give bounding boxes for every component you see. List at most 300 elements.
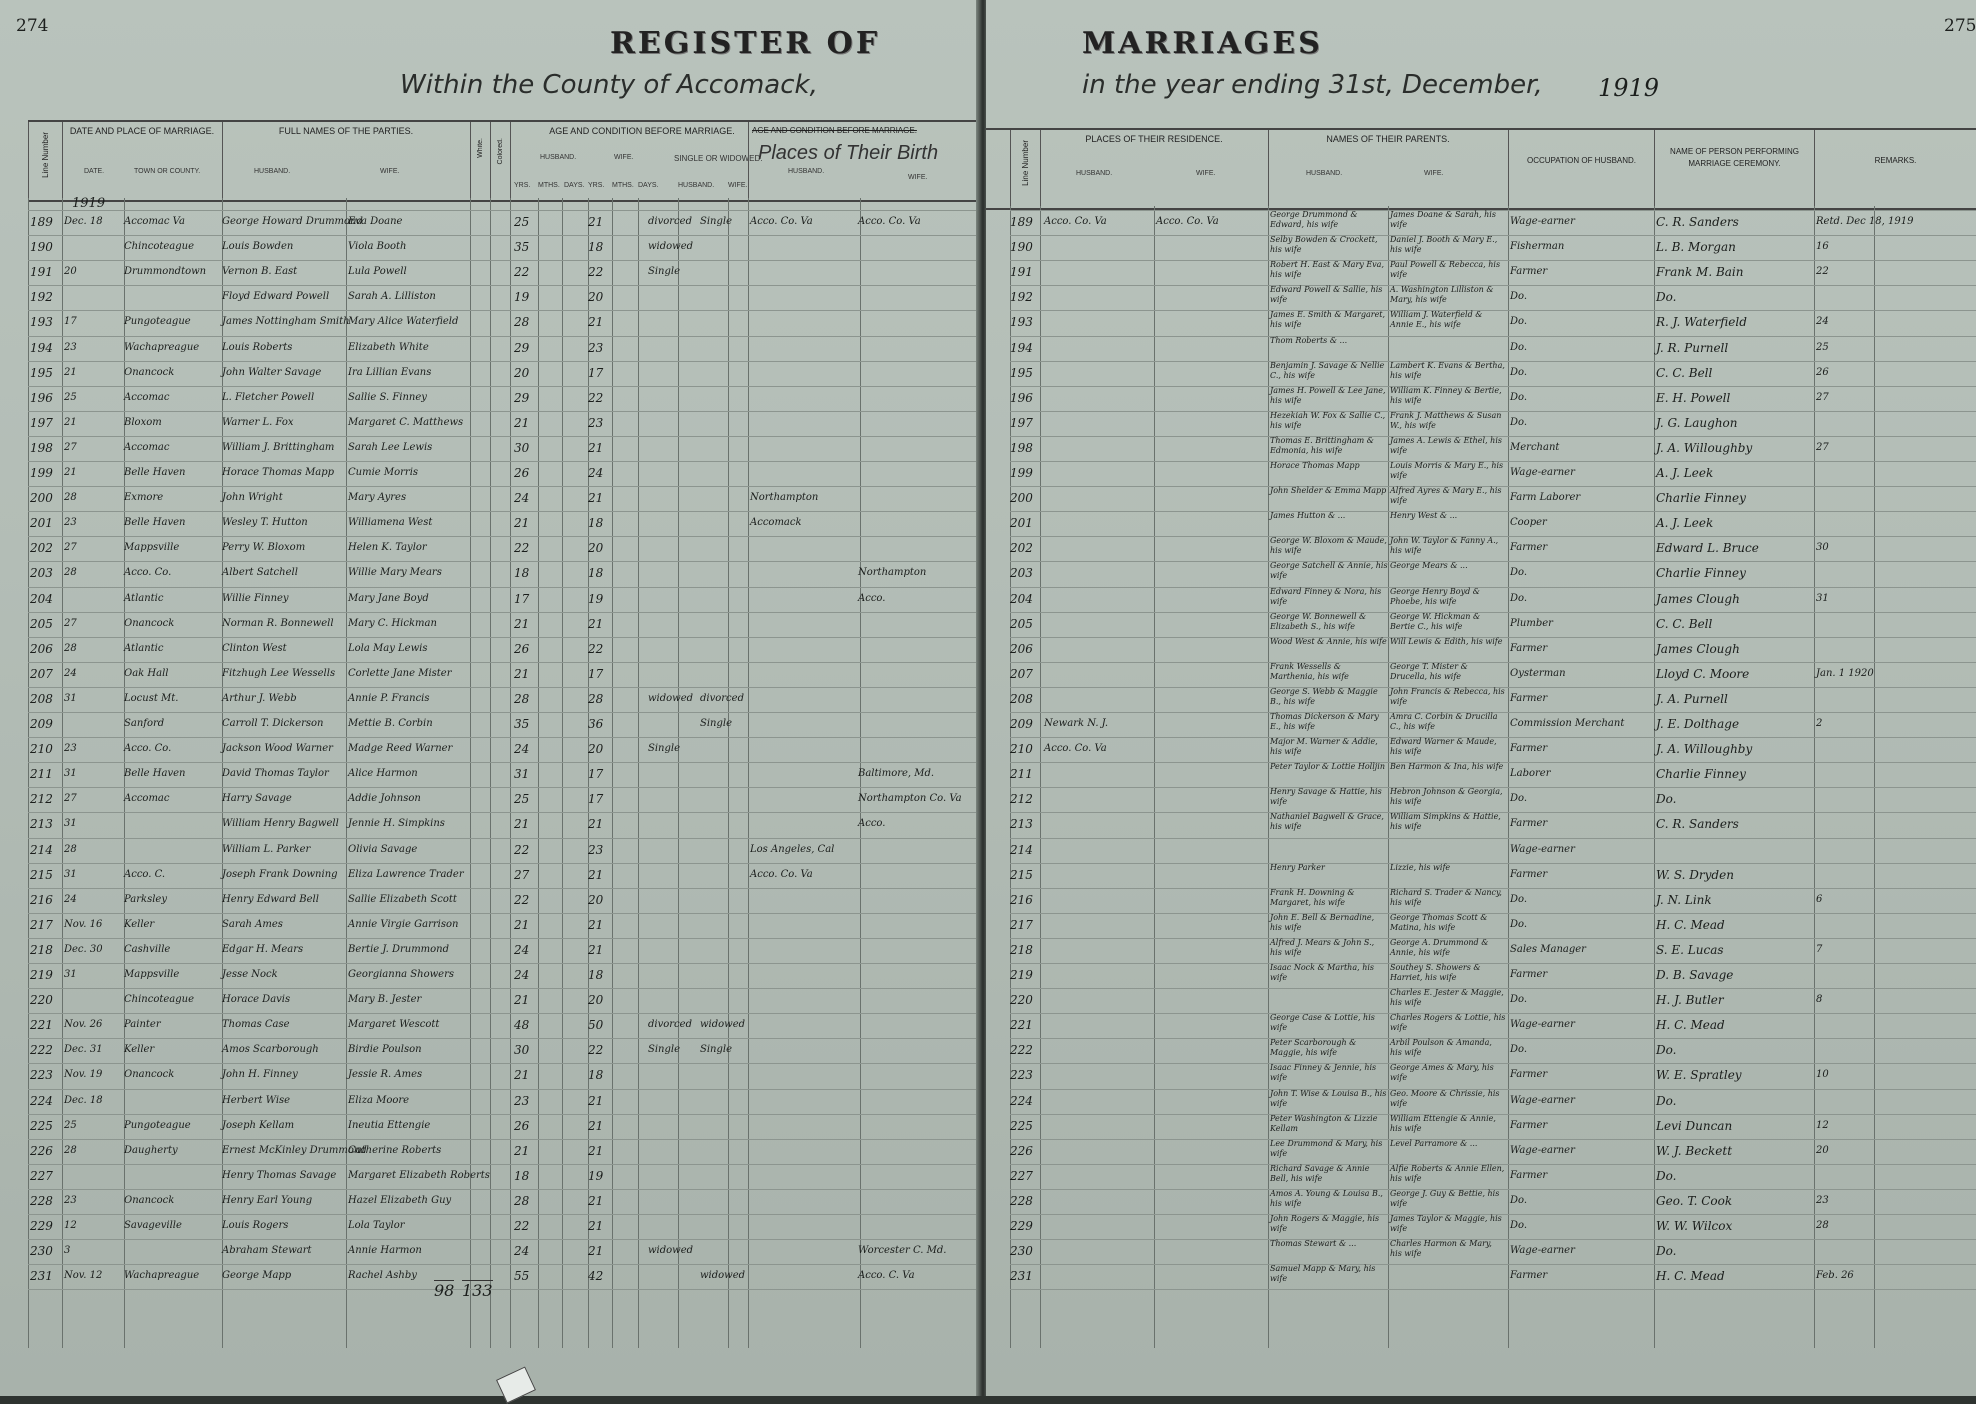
header-res-wife: WIFE. — [1196, 170, 1216, 177]
left-w-birth-cell — [858, 687, 976, 711]
left-date-cell: 21 — [64, 366, 77, 378]
left-n-cell: 225 — [30, 1118, 53, 1133]
right-h-par-cell: Major M. Warner & Addie, his wife — [1270, 737, 1378, 757]
left-h-birth-cell — [750, 1264, 858, 1288]
left-wife-cell: Margaret C. Matthews — [348, 416, 464, 428]
right-w-par-cell: Will Lewis & Edith, his wife — [1390, 636, 1503, 646]
right-w-par-cell: George A. Drummond & Annie, his wife — [1390, 937, 1489, 957]
left-w-birth-cell — [858, 411, 976, 435]
left-h-age-cell: 30 — [514, 1043, 530, 1058]
right-off-cell: W. S. Dryden — [1656, 867, 1734, 882]
right-w-par-cell: John W. Taylor & Fanny A., his wife — [1390, 536, 1499, 556]
right-rem-cell: 22 — [1816, 266, 1829, 278]
left-place-cell: Belle Haven — [124, 467, 186, 478]
left-h-age-cell: 21 — [514, 817, 530, 832]
right-occ-cell: Farmer — [1510, 642, 1548, 654]
right-off-cell: C. R. Sanders — [1656, 215, 1739, 229]
left-h-age-cell: 18 — [514, 566, 530, 581]
left-w-birth-cell: Acco. — [858, 818, 886, 830]
left-h-cond-cell — [648, 1114, 702, 1138]
left-w-age-cell: 21 — [588, 1143, 604, 1158]
left-w-cond-cell — [700, 235, 750, 259]
right-w-par-cell: Ben Harmon & Ina, his wife — [1390, 762, 1504, 772]
right-h-res-cell — [1044, 310, 1154, 334]
header-par-wife: WIFE. — [1424, 170, 1444, 177]
left-w-cond-cell — [700, 1114, 750, 1138]
right-occ-cell: Oysterman — [1510, 667, 1566, 679]
right-w-res-cell — [1156, 1114, 1264, 1138]
left-place-cell: Bloxom — [124, 416, 162, 428]
right-h-par-cell: George S. Webb & Maggie B., his wife — [1270, 686, 1378, 706]
right-n-cell: 208 — [1010, 691, 1033, 706]
right-rem-cell — [1816, 1013, 1974, 1037]
right-w-res-cell — [1156, 1013, 1264, 1037]
subtitle-right: in the year ending 31st, December, — [1082, 70, 1543, 100]
left-wife-cell: Hazel Elizabeth Guy — [348, 1194, 452, 1206]
right-off-cell: J. G. Laughon — [1656, 415, 1738, 430]
right-h-par-cell: Robert H. East & Mary Eva, his wife — [1270, 260, 1384, 280]
right-w-par-cell: Arbil Poulson & Amanda, his wife — [1390, 1038, 1492, 1058]
left-place-cell: Daugherty — [124, 1144, 178, 1156]
left-husband-cell: Vernon B. East — [222, 266, 298, 278]
column-rule — [346, 198, 347, 1348]
right-occ-cell: Farmer — [1510, 1119, 1548, 1131]
left-date-cell: Nov. 16 — [64, 918, 103, 930]
left-w-birth-cell — [858, 486, 976, 510]
left-h-age-cell: 22 — [514, 1219, 530, 1233]
left-h-birth-cell: Los Angeles, Cal — [750, 843, 835, 855]
left-wife-cell: Eliza Moore — [348, 1094, 410, 1106]
left-husband-cell: Horace Thomas Mapp — [222, 467, 335, 478]
right-occ-cell: Do. — [1510, 893, 1528, 905]
right-w-res-cell — [1156, 386, 1264, 410]
left-w-cond-cell: divorced — [700, 692, 744, 704]
right-h-res-cell — [1044, 1063, 1154, 1087]
right-h-par-cell: John E. Bell & Bernadine, his wife — [1270, 912, 1375, 932]
column-rule — [1508, 206, 1509, 1348]
left-date-cell: 31 — [64, 768, 77, 780]
right-w-par-cell: James Taylor & Maggie, his wife — [1390, 1214, 1502, 1233]
right-w-res-cell: Acco. Co. Va — [1156, 216, 1219, 227]
left-w-birth-cell — [858, 913, 976, 937]
left-w-age-cell: 22 — [588, 641, 604, 656]
left-wife-cell: Corlette Jane Mister — [348, 667, 452, 679]
left-husband-cell: Warner L. Fox — [222, 416, 294, 428]
right-h-par-cell: Edward Finney & Nora, his wife — [1270, 586, 1382, 606]
left-w-birth-cell: Northampton — [858, 567, 927, 579]
left-date-cell: 31 — [64, 692, 77, 704]
right-n-cell: 195 — [1010, 365, 1033, 380]
right-occ-cell: Farmer — [1510, 868, 1548, 880]
right-n-cell: 218 — [1010, 942, 1033, 957]
left-n-cell: 200 — [30, 491, 53, 506]
right-w-par-cell — [1390, 838, 1506, 862]
left-h-birth-cell — [750, 1013, 858, 1037]
right-h-res-cell — [1044, 812, 1154, 836]
right-n-cell: 210 — [1010, 742, 1033, 757]
left-date-cell: 27 — [64, 617, 77, 629]
left-h-age-cell: 28 — [514, 1193, 530, 1208]
left-h-birth-cell — [750, 612, 858, 636]
left-n-cell: 208 — [30, 691, 53, 706]
right-n-cell: 205 — [1010, 616, 1033, 631]
left-h-cond-cell: widowed — [648, 241, 694, 253]
left-h-birth-cell — [750, 1189, 858, 1213]
left-date-cell: 23 — [64, 517, 77, 529]
left-w-age-cell: 20 — [588, 541, 604, 556]
header-mths-h: MTHS. — [538, 182, 560, 189]
left-n-cell: 206 — [30, 641, 53, 656]
left-place-cell: Acco. Co. — [124, 567, 172, 579]
header-band-left — [28, 120, 982, 202]
right-h-res-cell — [1044, 662, 1154, 686]
right-occ-cell: Sales Manager — [1510, 943, 1586, 955]
left-w-cond-cell — [700, 637, 750, 661]
left-h-cond-cell — [648, 838, 702, 862]
right-w-res-cell — [1156, 712, 1264, 736]
right-occ-cell: Do. — [1510, 793, 1528, 805]
left-n-cell: 229 — [30, 1219, 53, 1233]
left-h-age-cell: 22 — [514, 842, 530, 857]
left-n-cell: 204 — [30, 591, 53, 606]
header-date-place-title: DATE AND PLACE OF MARRIAGE. — [69, 126, 215, 136]
right-occ-cell: Commission Merchant — [1510, 718, 1625, 729]
left-h-age-cell: 26 — [514, 466, 530, 480]
column-rule — [490, 198, 491, 1348]
left-n-cell: 215 — [30, 867, 53, 882]
right-occ-cell: Farmer — [1510, 1069, 1548, 1081]
right-h-par-cell: Benjamin J. Savage & Nellie C., his wife — [1270, 360, 1385, 380]
right-w-res-cell — [1156, 1089, 1264, 1113]
right-h-par-cell: George W. Bloxom & Maude, his wife — [1270, 536, 1387, 556]
left-n-cell: 203 — [30, 566, 53, 581]
right-h-par-cell: Frank H. Downing & Margaret, his wife — [1270, 887, 1355, 907]
left-w-birth-cell — [858, 612, 976, 636]
left-h-birth-cell — [750, 988, 858, 1012]
right-n-cell: 223 — [1010, 1068, 1033, 1083]
left-h-cond-cell: widowed — [648, 692, 694, 704]
right-page — [986, 0, 1976, 1396]
left-w-age-cell: 17 — [588, 767, 604, 782]
left-place-cell: Atlantic — [124, 642, 164, 654]
left-husband-cell: Edgar H. Mears — [222, 943, 304, 955]
left-n-cell: 219 — [30, 968, 53, 982]
right-off-cell: H. C. Mead — [1656, 1018, 1725, 1033]
left-wife-cell: Mary C. Hickman — [348, 617, 437, 629]
right-w-par-cell: William J. Waterfield & Annie E., his wife — [1390, 310, 1483, 330]
header-res-husband: HUSBAND. — [1076, 170, 1113, 177]
right-h-res-cell — [1044, 285, 1154, 309]
right-w-par-cell — [1390, 1264, 1506, 1288]
left-w-birth-cell: Acco. C. Va — [858, 1270, 915, 1282]
left-w-birth-cell — [858, 386, 976, 410]
left-w-birth-cell: Northampton Co. Va — [858, 793, 962, 805]
left-w-age-cell: 18 — [588, 240, 604, 255]
left-w-birth-cell — [858, 1214, 976, 1238]
left-w-birth-cell — [858, 1063, 976, 1087]
right-occ-cell: Do. — [1510, 416, 1528, 428]
left-h-cond-cell — [648, 637, 702, 661]
right-h-res-cell — [1044, 762, 1154, 786]
right-rem-cell: Jan. 1 1920 — [1816, 667, 1874, 679]
left-w-cond-cell — [700, 336, 750, 360]
left-w-cond-cell — [700, 587, 750, 611]
left-n-cell: 198 — [30, 440, 53, 455]
left-wife-cell: Addie Johnson — [348, 793, 421, 805]
right-n-cell: 231 — [1010, 1269, 1033, 1284]
left-n-cell: 209 — [30, 717, 53, 731]
right-rem-cell — [1816, 863, 1974, 887]
left-n-cell: 221 — [30, 1018, 53, 1033]
left-wife-cell: Mary B. Jester — [348, 994, 422, 1006]
right-occ-cell: Farmer — [1510, 1270, 1548, 1282]
left-wife-cell: Annie P. Francis — [348, 692, 430, 704]
right-n-cell: 191 — [1010, 265, 1033, 280]
right-w-par-cell: Henry West & ... — [1390, 511, 1458, 521]
left-husband-cell: Louis Bowden — [222, 241, 294, 253]
left-w-age-cell: 18 — [588, 516, 604, 531]
right-h-res-cell — [1044, 336, 1154, 360]
left-date-cell: 28 — [64, 492, 77, 504]
right-occ-cell: Do. — [1510, 1194, 1528, 1206]
right-off-cell: C. C. Bell — [1656, 365, 1713, 380]
left-h-age-cell: 17 — [514, 591, 530, 606]
left-place-cell: Mappsville — [124, 542, 180, 554]
left-husband-cell: John Wright — [222, 492, 283, 504]
left-w-age-cell: 22 — [588, 1043, 604, 1058]
left-w-birth-cell: Worcester C. Md. — [858, 1245, 947, 1257]
right-h-res-cell — [1044, 386, 1154, 410]
left-h-age-cell: 24 — [514, 1244, 530, 1259]
left-place-cell: Mappsville — [124, 969, 180, 980]
right-occ-cell: Farmer — [1510, 818, 1548, 830]
right-rem-cell — [1816, 486, 1974, 510]
right-occ-cell: Do. — [1510, 567, 1528, 579]
right-h-par-cell: George W. Bonnewell & Elizabeth S., his wife — [1270, 611, 1367, 631]
right-rem-cell — [1816, 637, 1974, 661]
left-h-birth-cell — [750, 1063, 858, 1087]
right-rem-cell — [1816, 1089, 1974, 1113]
left-wife-cell: Elizabeth White — [348, 341, 429, 353]
left-husband-cell: Floyd Edward Powell — [222, 291, 330, 303]
right-occ-cell: Farmer — [1510, 1169, 1548, 1181]
left-n-cell: 195 — [30, 365, 53, 380]
right-h-res-cell — [1044, 1214, 1154, 1238]
right-w-res-cell — [1156, 536, 1264, 560]
left-h-cond-cell — [648, 938, 702, 962]
header-band-right — [986, 128, 1976, 210]
right-h-res-cell — [1044, 687, 1154, 711]
right-h-res-cell — [1044, 461, 1154, 485]
left-place-cell: Savageville — [124, 1220, 182, 1231]
left-place-cell — [124, 285, 220, 309]
left-n-cell: 190 — [30, 240, 53, 255]
left-place-cell — [124, 1239, 220, 1263]
right-w-res-cell — [1156, 461, 1264, 485]
left-w-age-cell: 17 — [588, 792, 604, 807]
right-h-res-cell — [1044, 260, 1154, 284]
right-n-cell: 226 — [1010, 1143, 1033, 1158]
right-h-res-cell — [1044, 838, 1154, 862]
right-w-par-cell: George Henry Boyd & Phoebe, his wife — [1390, 586, 1480, 606]
left-date-cell: 23 — [64, 341, 77, 353]
right-w-par-cell: Frank J. Matthews & Susan W., his wife — [1390, 410, 1502, 430]
left-h-cond-cell — [648, 285, 702, 309]
right-off-cell: J. N. Link — [1656, 892, 1712, 907]
right-off-cell: Lloyd C. Moore — [1656, 666, 1750, 681]
right-n-cell: 230 — [1010, 1244, 1033, 1259]
left-place-cell: Accomac — [124, 391, 170, 403]
right-off-cell: H. C. Mead — [1656, 917, 1725, 932]
left-w-age-cell: 21 — [588, 917, 604, 932]
left-h-cond-cell — [648, 787, 702, 811]
marriages-title: MARRIAGES — [1082, 26, 1323, 61]
right-w-res-cell — [1156, 285, 1264, 309]
left-n-cell: 227 — [30, 1168, 53, 1183]
left-h-birth-cell — [750, 938, 858, 962]
left-h-cond-cell — [648, 461, 702, 485]
left-husband-cell: James Nottingham Smith — [222, 316, 350, 328]
left-h-cond-cell — [648, 1214, 702, 1238]
left-date-cell: 24 — [64, 667, 77, 679]
right-rem-cell — [1816, 963, 1974, 987]
right-off-cell: James Clough — [1656, 641, 1740, 656]
left-wife-cell: Willie Mary Mears — [348, 567, 442, 579]
right-w-par-cell: Southey S. Showers & Harriet, his wife — [1390, 963, 1481, 982]
right-n-cell: 202 — [1010, 541, 1033, 556]
right-h-par-cell: Horace Thomas Mapp — [1270, 461, 1360, 470]
left-date-cell: 31 — [64, 868, 77, 880]
right-w-res-cell — [1156, 812, 1264, 836]
left-w-cond-cell — [700, 411, 750, 435]
left-place-cell: Belle Haven — [124, 517, 186, 529]
left-h-birth-cell — [750, 662, 858, 686]
left-h-birth-cell — [750, 361, 858, 385]
left-h-birth-cell — [750, 336, 858, 360]
right-off-cell: Do. — [1656, 1168, 1677, 1183]
right-rem-cell — [1816, 687, 1974, 711]
left-w-age-cell: 22 — [588, 265, 604, 280]
header-date: DATE. — [84, 168, 105, 175]
header-line-number: Line Number — [28, 122, 62, 200]
right-rem-cell: 27 — [1816, 441, 1829, 453]
right-n-cell: 220 — [1010, 993, 1033, 1008]
left-w-cond-cell — [700, 285, 750, 309]
right-rem-cell: 25 — [1816, 341, 1829, 353]
column-rule — [1268, 206, 1269, 1348]
left-date-cell: 21 — [64, 467, 77, 478]
left-place-cell: Oak Hall — [124, 667, 169, 679]
right-h-res-cell — [1044, 787, 1154, 811]
right-h-par-cell — [1270, 988, 1388, 1012]
left-h-cond-cell — [648, 411, 702, 435]
right-rem-cell — [1816, 913, 1974, 937]
left-w-cond-cell — [700, 787, 750, 811]
right-w-res-cell — [1156, 737, 1264, 761]
right-occ-cell: Farmer — [1510, 692, 1548, 704]
left-h-cond-cell — [648, 561, 702, 585]
right-h-res-cell — [1044, 1189, 1154, 1213]
left-h-age-cell: 35 — [514, 240, 530, 255]
right-h-res-cell — [1044, 361, 1154, 385]
header-single-widowed: SINGLE OR WIDOWED. — [674, 154, 763, 163]
right-h-res-cell — [1044, 612, 1154, 636]
header-full-names-title: FULL NAMES OF THE PARTIES. — [278, 126, 414, 136]
right-w-res-cell — [1156, 1264, 1264, 1288]
header-age-husband: HUSBAND. — [540, 154, 577, 161]
left-husband-cell: David Thomas Taylor — [222, 768, 329, 780]
right-w-res-cell — [1156, 1164, 1264, 1188]
left-wife-cell: Margaret Elizabeth Roberts — [348, 1169, 490, 1181]
left-wife-cell: Lula Powell — [348, 266, 407, 278]
left-h-age-cell: 21 — [514, 616, 530, 631]
left-h-birth-cell — [750, 587, 858, 611]
right-h-res-cell — [1044, 1239, 1154, 1263]
left-wife-cell: Eliza Lawrence Trader — [348, 868, 464, 880]
right-w-par-cell: Geo. Moore & Chrissie, his wife — [1390, 1088, 1500, 1108]
left-husband-cell: Sarah Ames — [222, 918, 283, 930]
left-w-birth-cell — [858, 1013, 976, 1037]
left-wife-cell: Georgianna Showers — [348, 969, 454, 980]
left-husband-cell: Fitzhugh Lee Wessells — [222, 667, 336, 679]
left-husband-cell: Louis Rogers — [222, 1220, 289, 1231]
right-w-par-cell: George Mears & ... — [1390, 561, 1468, 571]
right-w-par-cell: James A. Lewis & Ethel, his wife — [1390, 435, 1502, 455]
left-h-cond-cell — [648, 587, 702, 611]
right-h-par-cell: Thomas E. Brittingham & Edmonia, his wife — [1270, 435, 1374, 455]
left-h-birth-cell — [750, 762, 858, 786]
right-w-res-cell — [1156, 411, 1264, 435]
right-h-res-cell — [1044, 1164, 1154, 1188]
right-rem-cell — [1816, 612, 1974, 636]
left-h-birth-cell — [750, 1139, 858, 1163]
left-date-cell: 25 — [64, 391, 77, 403]
total-left: 98 — [434, 1281, 455, 1300]
left-w-age-cell: 18 — [588, 566, 604, 581]
right-h-par-cell: Thomas Stewart & ... — [1270, 1239, 1357, 1249]
left-husband-cell: Carroll T. Dickerson — [222, 718, 324, 729]
right-off-cell: W. E. Spratley — [1656, 1068, 1742, 1083]
left-w-cond-cell — [700, 963, 750, 987]
left-wife-cell: Sallie S. Finney — [348, 391, 427, 403]
left-h-age-cell: 21 — [514, 415, 530, 430]
left-h-age-cell: 24 — [514, 942, 530, 957]
left-w-age-cell: 24 — [588, 466, 604, 480]
left-h-cond-cell — [648, 1089, 702, 1113]
left-wife-cell: Mary Alice Waterfield — [348, 316, 459, 328]
right-occ-cell: Farmer — [1510, 542, 1548, 554]
left-wife-cell: Lola May Lewis — [348, 642, 428, 654]
left-wife-cell: Sallie Elizabeth Scott — [348, 893, 457, 905]
left-wife-cell: Madge Reed Warner — [348, 743, 453, 755]
right-n-cell: 193 — [1010, 315, 1033, 330]
right-rem-cell — [1816, 461, 1974, 485]
right-off-cell: R. J. Waterfield — [1656, 315, 1747, 330]
right-off-cell: E. H. Powell — [1656, 390, 1731, 405]
right-rem-cell — [1816, 285, 1974, 309]
column-rule — [1388, 206, 1389, 1348]
left-w-cond-cell — [700, 536, 750, 560]
right-w-res-cell — [1156, 1063, 1264, 1087]
right-n-cell: 225 — [1010, 1118, 1033, 1133]
left-w-birth-cell — [858, 988, 976, 1012]
right-h-par-cell: George Satchell & Annie, his wife — [1270, 561, 1388, 581]
left-husband-cell: Joseph Frank Downing — [222, 868, 338, 880]
right-w-par-cell: John Francis & Rebecca, his wife — [1390, 686, 1505, 706]
header-sw-wife: WIFE. — [728, 182, 748, 189]
left-h-cond-cell — [648, 436, 702, 460]
right-h-res-cell — [1044, 1089, 1154, 1113]
